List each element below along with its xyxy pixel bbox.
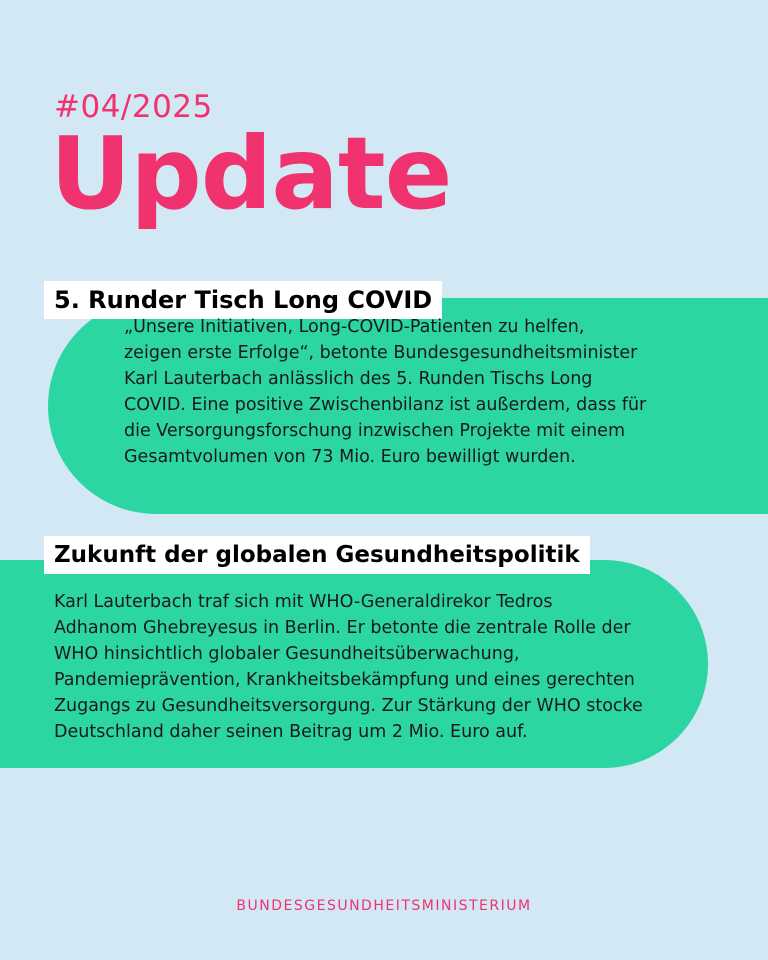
page-title: Update — [50, 115, 452, 232]
section-2-line: Zugangs zu Gesundheitsversorgung. Zur Stärkung der WHO stocke — [54, 696, 643, 716]
section-1-line: Karl Lauterbach anlässlich des 5. Runden Tischs Long — [124, 369, 593, 389]
ministry-footer: BUNDESGESUNDHEITSMINISTERIUM — [236, 898, 532, 914]
section-1-line: Gesamtvolumen von 73 Mio. Euro bewilligt wurden. — [124, 447, 576, 467]
section-1-line: „Unsere Initiativen, Long-COVID-Patienten zu helfen, — [124, 317, 585, 337]
section-2-body — [54, 589, 702, 745]
section-2-line: Deutschland daher seinen Beitrag um 2 Mio. Euro auf. — [54, 722, 528, 742]
section-2-line: Adhanom Ghebreyesus in Berlin. Er betonte die zentrale Rolle der — [54, 618, 631, 638]
section-1-body — [124, 314, 754, 470]
section-1-line: COVID. Eine positive Zwischenbilanz ist außerdem, dass für — [124, 395, 647, 415]
section-2-line: WHO hinsichtlich globaler Gesundheitsüberwachung, — [54, 644, 520, 664]
section-1-line: zeigen erste Erfolge“, betonte Bundesgesundheitsminister — [124, 343, 638, 363]
section-1-heading: 5. Runder Tisch Long COVID — [44, 281, 442, 319]
section-2-line: Karl Lauterbach traf sich mit WHO-Generaldirekor Tedros — [54, 592, 553, 612]
issue-number: #04/2025 — [54, 89, 213, 125]
section-1-line: die Versorgungsforschung inzwischen Projekte mit einem — [124, 421, 625, 441]
section-2-line: Pandemieprävention, Krankheitsbekämpfung und eines gerechten — [54, 670, 635, 690]
section-2-heading: Zukunft der globalen Gesundheitspolitik — [44, 536, 590, 574]
